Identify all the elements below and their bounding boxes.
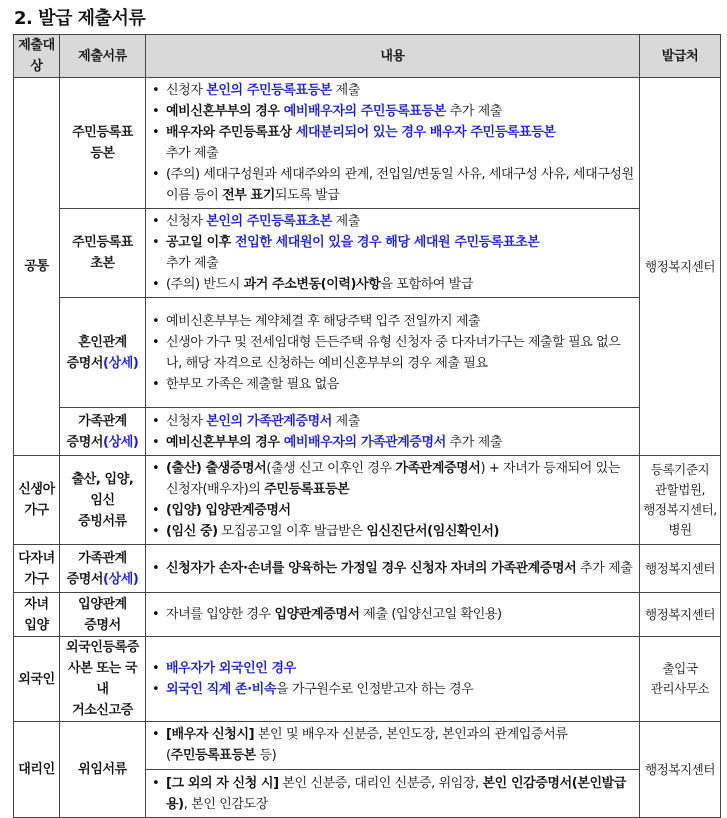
text: 추가 제출 <box>445 104 502 119</box>
text: 추가 제출 <box>166 146 219 161</box>
doc-label: 주민등록표 <box>72 235 133 250</box>
text: 본인 신분증, 대리인 신분증, 위임장, <box>278 776 483 791</box>
section-title: 2. 발급 제출서류 <box>14 8 146 29</box>
doc-label: 증빙서류 <box>78 513 127 529</box>
doc-resident-abstract <box>60 209 146 298</box>
target-label: 자녀 <box>24 596 49 612</box>
text: 과거 주소변동(이력)사항 <box>243 277 381 292</box>
bullet: • <box>152 503 160 518</box>
doc-label: 거소신고증 <box>72 703 133 718</box>
detail-link[interactable]: (상세) <box>103 434 139 450</box>
issuer-label: 관할법원, <box>654 482 706 497</box>
doc-label: 증명서 <box>66 434 104 450</box>
table-row <box>14 593 721 637</box>
list-item <box>152 311 635 332</box>
bullet: • <box>152 727 160 742</box>
bullet: • <box>152 524 160 539</box>
text: 주민등록표등본 <box>170 748 256 763</box>
text: (주의) 세대구성원과 세대주와의 관계, 전입일/변동일 사유, 세대구성 사유, 세대구성원 이름 등이 <box>166 167 634 203</box>
text: ( <box>166 748 171 763</box>
doc-label: 주민등록표 <box>72 125 133 140</box>
list-item <box>152 604 635 625</box>
text: 공고일 이후 <box>166 235 236 250</box>
doc-label: 사본 또는 국내 <box>67 661 138 697</box>
text: 을 포함하여 발급 <box>380 277 473 292</box>
target-label: 신생아 <box>18 482 55 497</box>
list-item <box>152 211 635 232</box>
bullet: • <box>152 682 160 697</box>
issuer-foreigner <box>640 637 721 722</box>
header-target: 제출대상 <box>14 35 60 78</box>
target-common: 공통 <box>14 78 60 456</box>
issuer-label: 등록기준지 <box>650 462 710 477</box>
text: 전입한 세대원이 있을 경우 해당 세대원 주민등록표초본 <box>235 235 540 250</box>
doc-label: 증명서 <box>84 617 121 633</box>
doc-adoption-cert <box>60 593 146 637</box>
issuer-multichild: 행정복지센터 <box>640 545 721 593</box>
content-birth-proof <box>146 456 640 545</box>
text: 한부모 가족은 제출할 필요 없음 <box>166 376 339 392</box>
text: (임신 중) <box>166 524 218 539</box>
doc-family-cert <box>60 408 146 456</box>
doc-label: 증명서 <box>66 355 104 371</box>
header-docs: 제출서류 <box>60 35 146 78</box>
text: 등) <box>255 748 277 763</box>
doc-label: 등본 <box>90 146 115 161</box>
table-header-row <box>14 35 721 78</box>
text: 신청자 <box>166 413 207 429</box>
issuer-newborn <box>640 456 721 545</box>
detail-link[interactable]: (상세) <box>103 571 139 587</box>
text: 입양관계증명서 <box>274 607 360 622</box>
table-row <box>14 545 721 593</box>
bullet: • <box>152 125 160 140</box>
text: 세대분리되어 있는 경우 배우자 주민등록표등본 <box>295 125 556 140</box>
target-proxy: 대리인 <box>14 722 60 818</box>
bullet: • <box>152 661 160 676</box>
list-item <box>152 411 635 432</box>
bullet: • <box>152 376 160 392</box>
text: 본인의 주민등록표초본 <box>206 214 332 229</box>
issuer-label: 출입국 <box>662 661 698 676</box>
bullet: • <box>152 334 160 350</box>
table-row <box>14 78 721 209</box>
text: 예비배우자의 주민등록표등본 <box>283 104 446 119</box>
text: 제출 <box>331 83 360 98</box>
bullet: • <box>152 313 160 329</box>
text: [배우자 신청시] <box>166 727 255 742</box>
doc-label: 혼인관계 <box>78 334 127 350</box>
text: 추가 제출 <box>166 256 219 271</box>
text: 배우자와 주민등록표상 <box>166 125 296 140</box>
text: 신청자가 손자·손녀를 양육하는 가정일 경우 신청자 자녀의 가족관계증명서 <box>166 561 577 576</box>
text: (출생 신고 이후인 경우 <box>266 461 396 476</box>
text: 추가 제출 <box>576 561 633 576</box>
text: 예비신혼부부는 계약체결 후 해당주택 입주 전일까지 제출 <box>166 313 481 329</box>
text: 외국인 직계 존·비속 <box>166 682 277 697</box>
text: 을 가구원수로 인정받고자 하는 경우 <box>276 682 474 697</box>
table-row <box>14 722 721 818</box>
text: 제출 (입양신고일 확인용) <box>359 607 502 622</box>
header-content: 내용 <box>146 35 640 78</box>
target-foreigner: 외국인 <box>14 637 60 722</box>
text: (입양) 입양관계증명서 <box>166 503 291 518</box>
bullet: • <box>152 167 160 182</box>
issuer-label: 관리사무소 <box>650 681 710 696</box>
bullet: • <box>152 83 160 98</box>
doc-multichild-family-cert <box>60 545 146 593</box>
bullet: • <box>152 104 160 119</box>
doc-birth-proof <box>60 456 146 545</box>
text: 임신진단서(임신확인서) <box>366 524 500 539</box>
text: 가족관계증명서 <box>395 461 481 476</box>
table-row <box>14 408 721 456</box>
target-multichild <box>14 545 60 593</box>
bullet: • <box>152 561 160 576</box>
list-item <box>152 432 635 453</box>
target-label: 다자녀 <box>18 550 55 566</box>
bullet: • <box>152 776 160 791</box>
header-issuer: 발급처 <box>640 35 721 78</box>
content-proxy <box>146 722 640 818</box>
table-row <box>14 456 721 545</box>
target-adoption <box>14 593 60 637</box>
list-item <box>152 458 635 500</box>
text: [그 외의 자 신청 시] <box>166 776 279 791</box>
table-row <box>14 637 721 722</box>
doc-label: 출산, 입양, <box>71 471 134 487</box>
list-item <box>152 558 635 579</box>
text: (출산) 출생증명서 <box>166 461 267 476</box>
doc-marriage-cert <box>60 298 146 408</box>
target-newborn <box>14 456 60 545</box>
text: 모집공고일 이후 발급받은 <box>217 524 367 539</box>
text: 배우자가 외국인인 경우 <box>166 661 296 676</box>
list-item <box>152 332 635 374</box>
text: ) + 자녀가 등재되어 있는 신청자(배우자)의 <box>166 461 620 497</box>
content-multichild <box>146 545 640 593</box>
list-item <box>152 658 635 679</box>
bullet: • <box>152 413 160 429</box>
content-resident-copy <box>146 78 640 209</box>
list-item <box>152 773 635 815</box>
bullet: • <box>152 277 160 292</box>
doc-foreigner-id <box>60 637 146 722</box>
bullet: • <box>152 607 160 622</box>
list-item <box>152 374 635 395</box>
table-row <box>14 298 721 408</box>
list-item <box>152 724 635 766</box>
list-item <box>152 274 635 295</box>
doc-label: 가족관계 <box>78 550 127 566</box>
content-family-cert <box>146 408 640 456</box>
text: 주민등록표등본 <box>264 482 350 497</box>
list-item <box>152 500 635 521</box>
bullet: • <box>152 235 160 250</box>
text: 제출 <box>331 214 360 229</box>
text: 예비신혼부부의 경우 <box>166 104 284 119</box>
doc-label: 외국인등록증 <box>66 640 139 655</box>
list-item <box>152 164 635 206</box>
target-label: 가구 <box>24 503 49 518</box>
divider <box>146 769 639 770</box>
text: 되도록 발급 <box>274 188 340 203</box>
text: 본인 인감증명서(본인발급용) <box>166 776 626 812</box>
list-item <box>152 521 635 542</box>
doc-label: 증명서 <box>66 571 104 587</box>
text: 전부 표기 <box>222 188 275 203</box>
content-foreigner <box>146 637 640 722</box>
content-resident-abstract <box>146 209 640 298</box>
text: 본인의 가족관계증명서 <box>206 413 332 429</box>
list-item <box>152 679 635 700</box>
text: 제출 <box>331 413 360 429</box>
text: 예비신혼부부의 경우 <box>166 434 284 450</box>
text: 예비배우자의 가족관계증명서 <box>283 434 446 450</box>
doc-label: 가족관계 <box>78 413 127 429</box>
text: (주의) 반드시 <box>166 277 244 292</box>
list-item <box>152 101 635 122</box>
list-item <box>152 232 635 274</box>
target-label: 가구 <box>24 571 49 587</box>
content-adoption <box>146 593 640 637</box>
issuer-label: 병원 <box>668 522 692 537</box>
doc-resident-copy <box>60 78 146 209</box>
text: , 본인 인감도장 <box>183 797 268 812</box>
bullet: • <box>152 214 160 229</box>
issuer-common: 행정복지센터 <box>640 78 721 456</box>
text: 신생아 가구 및 전세임대형 든든주택 유형 신청자 중 다자녀가구는 제출할 필요 없으나, 해당 자격으로 신청하는 예비신혼부부의 경우 제출 필요 <box>166 334 621 371</box>
text: 자녀를 입양한 경우 <box>166 607 275 622</box>
bullet: • <box>152 461 160 476</box>
text: 신청자 <box>166 214 207 229</box>
text: 신청자 <box>166 83 207 98</box>
doc-label: 임신 <box>90 492 115 508</box>
issuer-adoption: 행정복지센터 <box>640 593 721 637</box>
bullet: • <box>152 434 160 450</box>
text: 본인 및 배우자 신분증, 본인도장, 본인과의 관계입증서류 <box>254 727 568 742</box>
target-label: 입양 <box>24 617 49 633</box>
table-row <box>14 209 721 298</box>
issuer-proxy: 행정복지센터 <box>640 722 721 818</box>
documents-table <box>13 34 721 818</box>
issuer-label: 행정복지센터, <box>643 502 717 517</box>
text: 추가 제출 <box>445 434 502 450</box>
detail-link[interactable]: (상세) <box>103 355 139 371</box>
list-item <box>152 122 635 164</box>
text: 본인의 주민등록표등본 <box>206 83 332 98</box>
list-item <box>152 80 635 101</box>
content-marriage-cert <box>146 298 640 408</box>
doc-label: 초본 <box>90 256 115 271</box>
doc-proxy: 위임서류 <box>60 722 146 818</box>
doc-label: 입양관계 <box>78 596 127 612</box>
